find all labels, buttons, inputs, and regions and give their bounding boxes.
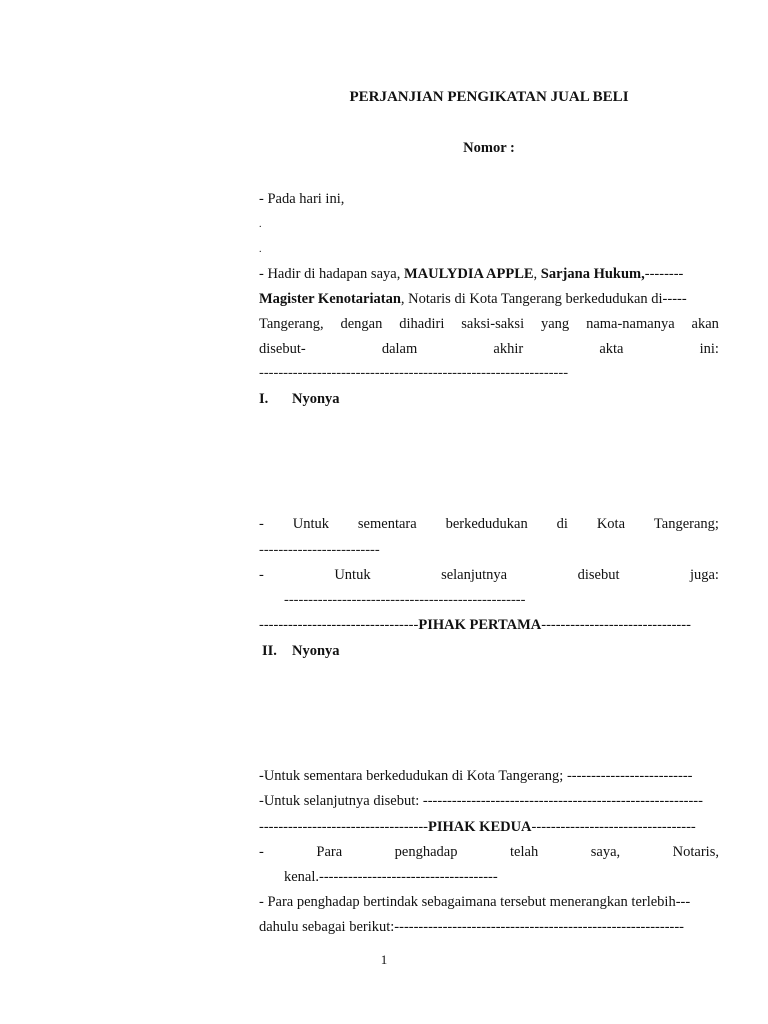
party-two-heading: II. Nyonya <box>262 643 340 659</box>
placeholder-dot: . <box>259 244 262 255</box>
separator-line: ---------------------------------------------------------------- <box>259 365 569 381</box>
untuk-sementara-line-2: -Untuk sementara berkedudukan di Kota Tangerang; -------------------------- <box>259 768 693 784</box>
notaris-line: Magister Kenotariatan, Notaris di Kota Tangerang berkedudukan di----- <box>259 291 687 307</box>
hadir-line: - Hadir di hadapan saya, MAULYDIA APPLE, Sarjana Hukum,-------- <box>259 266 684 282</box>
document-title: PERJANJIAN PENGIKATAN JUAL BELI <box>349 89 629 105</box>
kenal-line: kenal.------------------------------------- <box>284 869 498 885</box>
untuk-sementara-line: - Untuk sementara berkedudukan di Kota Tangerang; <box>259 516 719 532</box>
pada-hari-line: - Pada hari ini, <box>259 191 345 207</box>
untuk-selanjutnya-line: - Untuk selanjutnya disebut juga: <box>259 567 719 583</box>
untuk-selanjutnya-line-2: -Untuk selanjutnya disebut: ---------------------------------------------------------- <box>259 793 703 809</box>
placeholder-dot: . <box>259 219 262 230</box>
dash-line: -------------------------------------------------- <box>284 592 526 608</box>
dahulu-line: dahulu sebagai berikut:------------------------------------------------------------ <box>259 919 685 935</box>
bertindak-line: - Para penghadap bertindak sebagaimana tersebut menerangkan terlebih--- <box>259 894 691 910</box>
pihak-pertama-line: ---------------------------------PIHAK PERTAMA------------------------------- <box>259 617 691 633</box>
tangerang-line: Tangerang, dengan dihadiri saksi-saksi yang nama-namanya akan <box>259 316 719 332</box>
page-number: 1 <box>380 952 388 967</box>
pihak-kedua-line: -----------------------------------PIHAK KEDUA---------------------------------- <box>259 819 696 835</box>
nomor-label: Nomor : <box>463 140 515 156</box>
dash-line: ------------------------- <box>259 542 380 558</box>
disebut-line: disebut- dalam akhir akta ini: <box>259 341 719 357</box>
party-one-heading: I. Nyonya <box>259 391 340 407</box>
para-penghadap-line: - Para penghadap telah saya, Notaris, <box>259 844 719 860</box>
